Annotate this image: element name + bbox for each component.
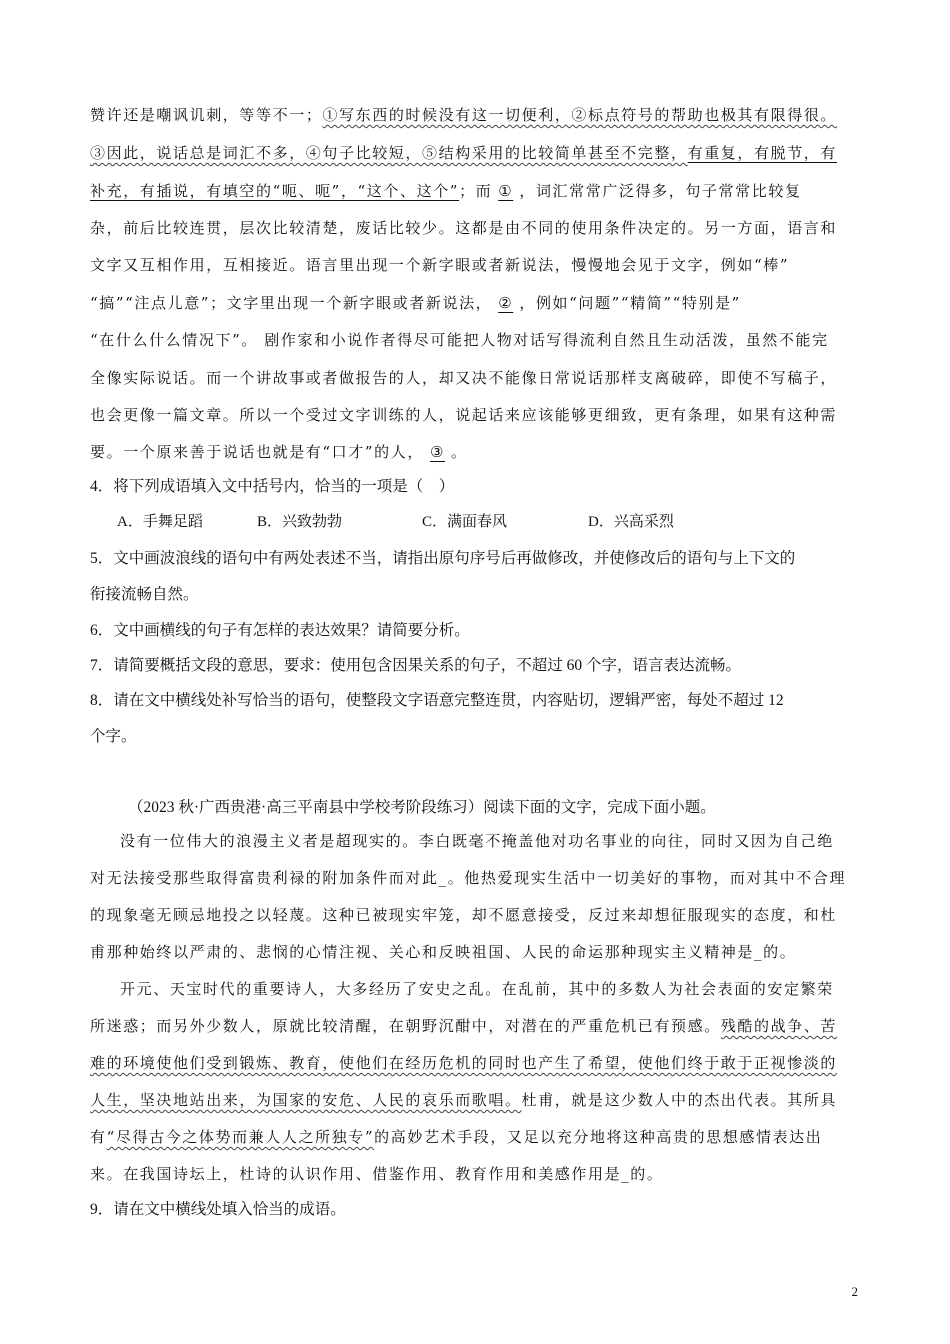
passage2-source: （2023 秋·广西贵港·高三平南县中学校考阶段练习）阅读下面的文字，完成下面小题。 — [128, 799, 716, 816]
passage1-line-1 — [90, 104, 837, 125]
passage1-line-2 — [90, 142, 837, 163]
text-span: “搞”“注点儿意”；文字里出现一个新字眼或者新说法， — [90, 294, 493, 312]
passage2-para2-line-1: 开元、天宝时代的重要诗人，大多经历了安史之乱。在乱前，其中的多数人为社会表面的安定繁荣 — [120, 980, 834, 998]
passage1-line-9: 也会更像一篇文章。所以一个受过文字训练的人，说起话来应该能够更细致，更有条理，如果有这种需 — [90, 406, 838, 424]
wavy-underlined-sentence: ①写东西的时候没有这一切便利，②标点符号的帮助也极其有限得很。 — [322, 106, 838, 124]
passage1-line-3 — [90, 180, 802, 201]
passage1-line-4: 杂，前后比较连贯，层次比较清楚，废话比较少。这都是由不同的使用条件决定的。另一方面，语言和 — [90, 219, 838, 237]
question-6: 6．文中画横线的句子有怎样的表达效果？请简要分析。 — [90, 622, 470, 639]
text-span: 所迷惑；而另外少数人，原就比较清醒，在朝野沉酣中，对潜在的严重危机已有预感。 — [90, 1017, 721, 1035]
wavy-underlined-sentence: 人生，坚决地站出来，为国家的安危、人民的哀乐而歌唱。 — [90, 1091, 522, 1109]
text-span: 赞许还是嘲讽讥刺，等等不一 — [90, 106, 306, 124]
passage1-line-6 — [90, 292, 741, 313]
option-a[interactable]: A．手舞足蹈 — [117, 514, 203, 530]
text-span: 要。一个原来善于说话也就是有“口才”的人， — [90, 443, 424, 461]
wavy-underlined-sentence: ③因此，说话总是词汇不多，④句子比较短，⑤结构采用的比较简单甚至不完整， — [90, 144, 688, 162]
underlined-sentence: 补充，有插说，有填空的“呃、呃”，“这个、这个” — [90, 182, 460, 200]
option-b[interactable]: B．兴致勃勃 — [257, 514, 343, 530]
passage2-para2-line-3 — [90, 1052, 837, 1073]
fill-blank-2: ② — [498, 294, 514, 312]
passage2-para2-line-4 — [90, 1089, 837, 1110]
passage2-para1-line-3: 的现象毫无顾忌地投之以轻蔑。这种已被现实牢笼，却不愿意接受，反过来却想征服现实的态度，和杜 — [90, 906, 838, 924]
text-span: 的高妙艺术手段，又足以充分地将这种高贵的思想感情表达出 — [374, 1128, 823, 1146]
passage2-para1-line-1: 没有一位伟大的浪漫主义者是超现实的。李白既毫不掩盖他对功名事业的向往，同时又因为自己绝 — [120, 832, 834, 850]
passage2-para2-line-5 — [90, 1126, 822, 1147]
text-span: ；而 — [459, 182, 493, 200]
passage2-para2-line-2 — [90, 1015, 837, 1036]
text-span: ； — [305, 106, 323, 124]
question-8-line-1: 8．请在文中横线处补写恰当的语句，使整段文字语意完整连贯，内容贴切，逻辑严密，每处不超过 12 — [90, 692, 784, 709]
text-span: 有 — [90, 1128, 107, 1146]
passage1-line-10 — [90, 441, 468, 462]
wavy-underlined-quote: “尽得古今之体势而兼人人之所独专” — [106, 1128, 375, 1146]
fill-blank-3: ③ — [429, 443, 446, 461]
question-5-line-1: 5．文中画波浪线的语句中有两处表述不当，请指出原句序号后再做修改，并使修改后的语句与上下文的 — [90, 550, 796, 567]
passage2-para1-line-4: 甫那种始终以严肃的、悲悯的心情注视、关心和反映祖国、人民的命运那种现实主义精神是_的。 — [90, 943, 797, 961]
fill-blank-1: ① — [498, 182, 514, 200]
question-9: 9．请在文中横线处填入恰当的成语。 — [90, 1201, 346, 1218]
passage2-para2-line-6: 来。在我国诗坛上，杜诗的认识作用、借鉴作用、教育作用和美感作用是_的。 — [90, 1165, 664, 1183]
question-8-line-2: 个字。 — [90, 728, 137, 745]
question-5-line-2: 衔接流畅自然。 — [90, 586, 199, 603]
option-c[interactable]: C．满面春风 — [422, 514, 508, 530]
text-span: ，词汇常常广泛得多，句子常常比较复 — [519, 182, 802, 200]
passage1-line-7: “在什么什么情况下”。 剧作家和小说作者得尽可能把人物对话写得流利自然且生动活泼，虽然不能完 — [90, 331, 829, 349]
wavy-underlined-sentence: 难的环境使他们受到锻炼、教育，使他们在经历危机的同时也产生了希望，使他们终于敢于正视惨淡的 — [90, 1054, 838, 1072]
page-number: 2 — [851, 1284, 858, 1299]
question-7: 7．请简要概括文段的意思，要求：使用包含因果关系的句子，不超过 60 个字，语言表达流畅。 — [90, 657, 742, 674]
option-d[interactable]: D．兴高采烈 — [588, 514, 674, 530]
wavy-underlined-sentence: 残酷的战争、苦 — [720, 1017, 838, 1035]
question-4: 4．将下列成语填入文中括号内，恰当的一项是（ ） — [90, 478, 455, 495]
passage1-line-8: 全像实际说话。而一个讲故事或者做报告的人，却又决不能像日常说话那样支离破碎，即使不写稿子， — [90, 369, 838, 387]
underlined-sentence: 有重复，有脱节，有 — [687, 144, 838, 162]
text-span: 杜甫，就是这少数人中的杰出代表。其所具 — [521, 1091, 838, 1109]
passage2-para1-line-2: 对无法接受那些取得富贵利禄的附加条件而对此_。他热爱现实生活中一切美好的事物，而对其中不合理 — [90, 869, 847, 887]
passage1-line-5: 文字又互相作用，互相接近。语言里出现一个新字眼或者新说法，慢慢地会见于文字，例如“棒” — [90, 256, 790, 274]
text-span: 。 — [451, 443, 468, 461]
text-span: ，例如“问题”“精简”“特别是” — [519, 294, 741, 312]
